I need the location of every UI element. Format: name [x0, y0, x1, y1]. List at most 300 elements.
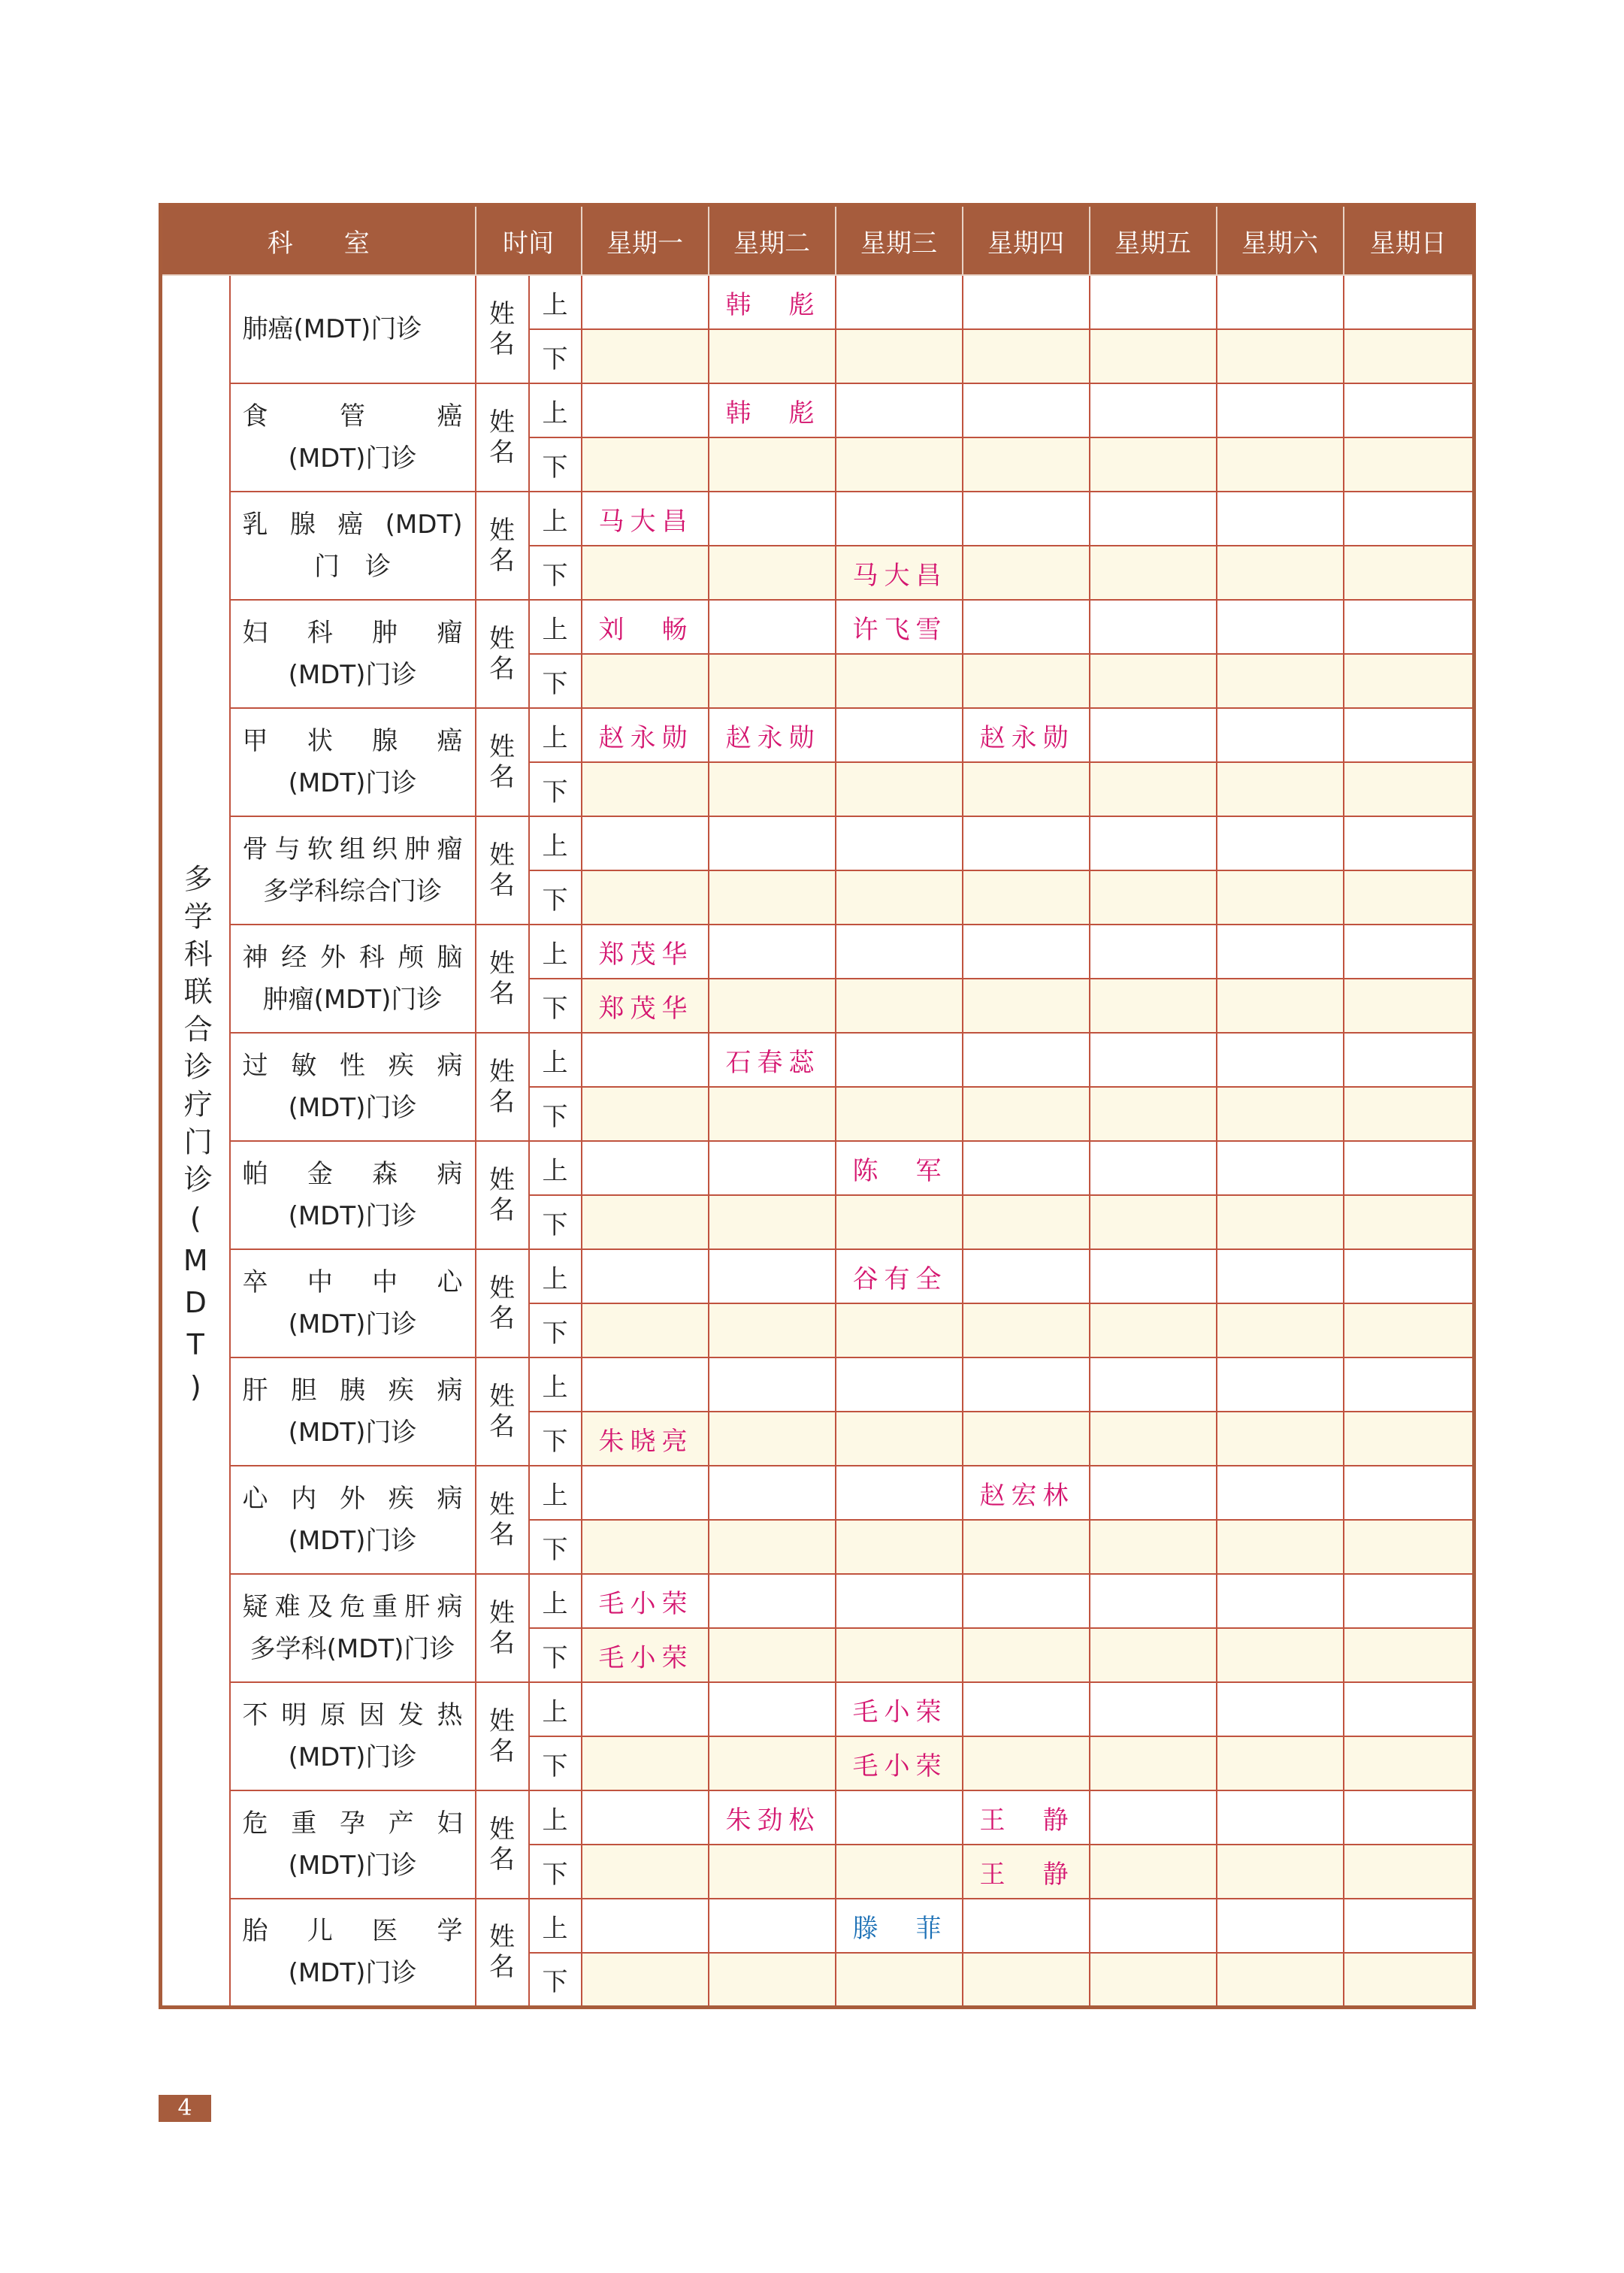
name-label-char: 姓 — [489, 1490, 515, 1520]
doctor-cell — [1217, 816, 1344, 870]
name-label-char: 姓 — [489, 1922, 515, 1953]
doctor-cell — [1090, 1736, 1217, 1790]
doctor-cell — [1344, 1845, 1474, 1899]
doctor-cell — [1090, 1466, 1217, 1520]
name-label-cell — [476, 1574, 529, 1682]
slot-am: 上 — [529, 1357, 582, 1412]
doctor-cell — [836, 1195, 963, 1249]
table-row — [161, 925, 1474, 979]
clinic-name-line1: 神经外科颅脑 — [242, 943, 463, 973]
doctor-cell — [709, 1845, 836, 1899]
doctor-cell — [582, 1466, 709, 1520]
doctor-cell — [1090, 708, 1217, 762]
doctor-cell — [582, 1141, 709, 1195]
doctor-cell — [1090, 600, 1217, 654]
doctor-cell — [709, 816, 836, 870]
doctor-cell — [1090, 1303, 1217, 1357]
doctor-cell: 赵宏林 — [963, 1466, 1090, 1520]
doctor-cell — [963, 979, 1090, 1033]
name-label-char: 姓 — [489, 1814, 515, 1845]
doctor-cell — [1344, 383, 1474, 437]
table-row — [161, 1682, 1474, 1736]
doctor-cell — [963, 654, 1090, 708]
clinic-name-cell — [230, 1033, 476, 1141]
doctor-cell — [1344, 437, 1474, 492]
slot-pm: 下 — [529, 1628, 582, 1682]
doctor-cell — [1217, 275, 1344, 329]
doctor-cell: 刘 畅 — [582, 600, 709, 654]
doctor-cell — [836, 1033, 963, 1087]
doctor-cell — [1090, 1845, 1217, 1899]
slot-am: 上 — [529, 275, 582, 329]
doctor-cell — [1217, 329, 1344, 383]
clinic-name-cell — [230, 492, 476, 600]
doctor-cell — [1090, 1412, 1217, 1466]
header-day: 星期一 — [582, 205, 709, 276]
slot-pm: 下 — [529, 1303, 582, 1357]
clinic-name-cell — [230, 1357, 476, 1466]
doctor-cell — [1344, 654, 1474, 708]
doctor-cell: 毛小荣 — [582, 1574, 709, 1628]
doctor-cell — [1217, 1412, 1344, 1466]
doctor-cell — [709, 979, 836, 1033]
slot-am: 上 — [529, 1249, 582, 1303]
doctor-cell — [1217, 1682, 1344, 1736]
doctor-cell — [709, 329, 836, 383]
clinic-name-line2: (MDT)门诊 — [288, 1418, 417, 1448]
doctor-cell — [1090, 762, 1217, 816]
doctor-cell — [836, 1087, 963, 1141]
doctor-cell — [709, 1628, 836, 1682]
doctor-cell — [1217, 437, 1344, 492]
doctor-cell — [963, 1033, 1090, 1087]
doctor-cell — [1344, 1574, 1474, 1628]
doctor-cell: 韩 彪 — [709, 383, 836, 437]
table-row — [161, 1357, 1474, 1412]
clinic-name-line1: 乳腺癌(MDT) — [242, 510, 463, 540]
doctor-cell: 毛小荣 — [836, 1682, 963, 1736]
doctor-cell — [1344, 1087, 1474, 1141]
doctor-cell — [1090, 979, 1217, 1033]
doctor-cell — [836, 816, 963, 870]
doctor-cell — [709, 1682, 836, 1736]
doctor-cell — [709, 925, 836, 979]
doctor-cell — [836, 492, 963, 546]
doctor-cell — [963, 762, 1090, 816]
table-row — [161, 1033, 1474, 1087]
doctor-cell — [1090, 1953, 1217, 2007]
doctor-cell: 毛小荣 — [582, 1628, 709, 1682]
slot-pm: 下 — [529, 1195, 582, 1249]
name-label-char: 姓 — [489, 1165, 515, 1195]
clinic-name-line2: (MDT)门诊 — [288, 768, 417, 798]
name-label-cell — [476, 1249, 529, 1357]
doctor-cell — [1217, 1249, 1344, 1303]
doctor-cell — [1090, 1899, 1217, 1953]
doctor-cell — [963, 1357, 1090, 1412]
doctor-cell — [582, 1357, 709, 1412]
clinic-name-line2: (MDT)门诊 — [288, 1851, 417, 1881]
clinic-name-cell — [230, 600, 476, 708]
clinic-name-cell — [230, 383, 476, 492]
clinic-name-line1: 不明原因发热 — [242, 1700, 463, 1730]
clinic-name-line1: 骨与软组织肿瘤 — [242, 834, 463, 864]
table-row — [161, 1141, 1474, 1195]
group-label: 多学科联合诊疗门诊(MDT) — [179, 864, 213, 1413]
name-label-char: 姓 — [489, 516, 515, 546]
doctor-cell — [963, 1736, 1090, 1790]
doctor-cell — [963, 1087, 1090, 1141]
doctor-cell — [1217, 1899, 1344, 1953]
name-label-char: 名 — [489, 1520, 515, 1550]
table-row — [161, 600, 1474, 654]
doctor-cell — [1217, 1195, 1344, 1249]
name-label-char: 名 — [489, 1412, 515, 1442]
doctor-cell — [1217, 870, 1344, 925]
slot-pm: 下 — [529, 979, 582, 1033]
doctor-cell — [1217, 492, 1344, 546]
clinic-name-line2: (MDT)门诊 — [288, 1093, 417, 1123]
name-label-cell — [476, 816, 529, 925]
clinic-name-line2: (MDT)门诊 — [288, 1958, 417, 1989]
doctor-cell — [836, 1466, 963, 1520]
doctor-cell — [963, 1412, 1090, 1466]
doctor-cell — [1344, 1736, 1474, 1790]
doctor-cell — [1217, 1141, 1344, 1195]
doctor-cell — [1344, 600, 1474, 654]
doctor-cell — [582, 816, 709, 870]
doctor-cell — [1344, 1520, 1474, 1574]
slot-pm: 下 — [529, 437, 582, 492]
doctor-cell — [963, 1628, 1090, 1682]
doctor-cell — [1217, 383, 1344, 437]
doctor-cell — [1217, 1574, 1344, 1628]
clinic-name-line1: 心内外疾病 — [242, 1484, 463, 1514]
table-row — [161, 1466, 1474, 1520]
name-label-char: 姓 — [489, 1382, 515, 1412]
doctor-cell: 毛小荣 — [836, 1736, 963, 1790]
doctor-cell: 马大昌 — [582, 492, 709, 546]
doctor-cell — [1090, 1033, 1217, 1087]
doctor-cell: 马大昌 — [836, 546, 963, 600]
doctor-cell — [1090, 275, 1217, 329]
doctor-cell: 赵永勋 — [709, 708, 836, 762]
table-row — [161, 1574, 1474, 1628]
doctor-cell — [1217, 1466, 1344, 1520]
header-dept: 科 室 — [161, 205, 476, 276]
doctor-cell — [582, 1682, 709, 1736]
doctor-cell: 许飞雪 — [836, 600, 963, 654]
doctor-cell — [709, 1736, 836, 1790]
clinic-name-cell — [230, 816, 476, 925]
name-label-char: 姓 — [489, 407, 515, 437]
clinic-name-line2: (MDT)门诊 — [288, 1742, 417, 1772]
clinic-name-line1: 甲状腺癌 — [242, 726, 463, 756]
name-label-char: 名 — [489, 329, 515, 359]
name-label-cell — [476, 1466, 529, 1574]
slot-pm: 下 — [529, 762, 582, 816]
doctor-cell — [1090, 1682, 1217, 1736]
name-label-char: 姓 — [489, 299, 515, 329]
clinic-name-line1: 胎儿医学 — [242, 1916, 463, 1947]
name-label-char: 姓 — [489, 1057, 515, 1087]
clinic-name-line1: 卒中中心 — [242, 1267, 463, 1297]
slot-am: 上 — [529, 1682, 582, 1736]
doctor-cell — [836, 1628, 963, 1682]
table-row — [161, 1899, 1474, 1953]
slot-pm: 下 — [529, 546, 582, 600]
name-label-char: 姓 — [489, 840, 515, 870]
doctor-cell — [709, 1412, 836, 1466]
header-day: 星期六 — [1217, 205, 1344, 276]
name-label-cell — [476, 1141, 529, 1249]
doctor-cell — [1344, 1033, 1474, 1087]
clinic-name-line2: (MDT)门诊 — [288, 443, 417, 474]
doctor-cell — [836, 1574, 963, 1628]
doctor-cell: 朱劲松 — [709, 1790, 836, 1845]
doctor-cell — [1217, 708, 1344, 762]
doctor-cell — [963, 1953, 1090, 2007]
doctor-cell — [709, 546, 836, 600]
doctor-cell — [1344, 1628, 1474, 1682]
doctor-cell — [1217, 1790, 1344, 1845]
clinic-name-cell — [230, 1790, 476, 1899]
clinic-name-cell — [230, 1141, 476, 1249]
doctor-cell — [709, 437, 836, 492]
name-label-cell — [476, 383, 529, 492]
doctor-cell — [963, 492, 1090, 546]
table-body — [161, 275, 1474, 2007]
doctor-cell — [582, 870, 709, 925]
doctor-cell — [1090, 870, 1217, 925]
name-label-char: 名 — [489, 546, 515, 576]
header-time: 时间 — [476, 205, 582, 276]
name-label-char: 姓 — [489, 732, 515, 762]
doctor-cell — [582, 1195, 709, 1249]
doctor-cell — [963, 1195, 1090, 1249]
clinic-name-cell — [230, 708, 476, 816]
page-number: 4 — [159, 2095, 211, 2122]
doctor-cell — [582, 383, 709, 437]
doctor-cell: 郑茂华 — [582, 925, 709, 979]
name-label-cell — [476, 1682, 529, 1790]
doctor-cell — [582, 1899, 709, 1953]
doctor-cell — [1344, 1953, 1474, 2007]
doctor-cell: 赵永勋 — [963, 708, 1090, 762]
doctor-cell — [582, 1845, 709, 1899]
doctor-cell — [836, 1357, 963, 1412]
clinic-name-line1: 妇科肿瘤 — [242, 618, 463, 648]
doctor-cell — [1344, 492, 1474, 546]
doctor-cell — [1090, 546, 1217, 600]
doctor-cell — [709, 1899, 836, 1953]
doctor-cell — [836, 762, 963, 816]
doctor-cell — [1344, 1141, 1474, 1195]
doctor-cell — [963, 1141, 1090, 1195]
clinic-name-line2: (MDT)门诊 — [288, 1526, 417, 1556]
clinic-name-line2: (MDT)门诊 — [288, 1201, 417, 1231]
doctor-cell — [836, 437, 963, 492]
doctor-cell — [963, 1574, 1090, 1628]
name-label-char: 姓 — [489, 949, 515, 979]
table-row — [161, 275, 1474, 329]
doctor-cell — [709, 1141, 836, 1195]
doctor-cell — [963, 329, 1090, 383]
doctor-cell — [1090, 1087, 1217, 1141]
name-label-cell — [476, 492, 529, 600]
doctor-cell: 韩 彪 — [709, 275, 836, 329]
name-label-cell — [476, 708, 529, 816]
doctor-cell — [836, 1845, 963, 1899]
doctor-cell — [1344, 1412, 1474, 1466]
doctor-cell — [1217, 1628, 1344, 1682]
clinic-name-line2: (MDT)门诊 — [288, 1309, 417, 1339]
doctor-cell — [836, 870, 963, 925]
name-label-char: 名 — [489, 1736, 515, 1766]
slot-am: 上 — [529, 492, 582, 546]
slot-pm: 下 — [529, 329, 582, 383]
clinic-name-cell — [230, 275, 476, 383]
slot-pm: 下 — [529, 1412, 582, 1466]
clinic-name-line2: 多学科(MDT)门诊 — [249, 1634, 455, 1664]
header-day: 星期二 — [709, 205, 836, 276]
slot-pm: 下 — [529, 1953, 582, 2007]
doctor-cell — [836, 1303, 963, 1357]
table-row — [161, 816, 1474, 870]
doctor-cell: 石春蕊 — [709, 1033, 836, 1087]
doctor-cell — [1344, 546, 1474, 600]
doctor-cell — [836, 329, 963, 383]
doctor-cell — [963, 546, 1090, 600]
doctor-cell — [1344, 816, 1474, 870]
doctor-cell — [1090, 492, 1217, 546]
doctor-cell — [1090, 383, 1217, 437]
slot-am: 上 — [529, 1466, 582, 1520]
doctor-cell — [1344, 1899, 1474, 1953]
name-label-cell — [476, 1033, 529, 1141]
doctor-cell — [836, 979, 963, 1033]
doctor-cell — [1344, 1682, 1474, 1736]
clinic-name-line1: 帕金森病 — [242, 1159, 463, 1189]
name-label-char: 名 — [489, 870, 515, 900]
doctor-cell — [1090, 816, 1217, 870]
doctor-cell — [582, 275, 709, 329]
doctor-cell — [1344, 708, 1474, 762]
name-label-cell — [476, 1790, 529, 1899]
header-day: 星期日 — [1344, 205, 1474, 276]
group-label-cell — [161, 275, 230, 2007]
doctor-cell — [963, 383, 1090, 437]
doctor-cell — [836, 1520, 963, 1574]
doctor-cell — [582, 1087, 709, 1141]
doctor-cell: 谷有全 — [836, 1249, 963, 1303]
doctor-cell: 赵永勋 — [582, 708, 709, 762]
doctor-cell — [836, 708, 963, 762]
doctor-cell — [1090, 1574, 1217, 1628]
doctor-cell — [963, 1249, 1090, 1303]
header-day: 星期三 — [836, 205, 963, 276]
doctor-cell — [1344, 762, 1474, 816]
doctor-cell — [1344, 979, 1474, 1033]
doctor-cell — [1090, 437, 1217, 492]
name-label-cell — [476, 925, 529, 1033]
doctor-cell — [963, 1303, 1090, 1357]
name-label-char: 名 — [489, 762, 515, 792]
doctor-cell: 郑茂华 — [582, 979, 709, 1033]
clinic-name-line1: 食管癌 — [242, 401, 463, 431]
doctor-cell — [582, 762, 709, 816]
doctor-cell — [582, 329, 709, 383]
name-label-char: 名 — [489, 979, 515, 1009]
doctor-cell — [582, 437, 709, 492]
name-label-char: 名 — [489, 1195, 515, 1225]
name-label-char: 姓 — [489, 1706, 515, 1736]
doctor-cell — [1217, 1845, 1344, 1899]
clinic-name-cell — [230, 925, 476, 1033]
doctor-cell — [582, 1790, 709, 1845]
doctor-cell — [1344, 1466, 1474, 1520]
doctor-cell — [709, 1520, 836, 1574]
clinic-name-line2: 多学科综合门诊 — [263, 876, 442, 906]
doctor-cell — [709, 1574, 836, 1628]
doctor-cell — [582, 546, 709, 600]
slot-am: 上 — [529, 1790, 582, 1845]
header-day: 星期四 — [963, 205, 1090, 276]
clinic-name-line1: 肝胆胰疾病 — [242, 1376, 463, 1406]
doctor-cell — [963, 1682, 1090, 1736]
doctor-cell — [709, 654, 836, 708]
doctor-cell — [836, 925, 963, 979]
doctor-cell — [963, 437, 1090, 492]
clinic-name-line1: 疑难及危重肝病 — [242, 1592, 463, 1622]
doctor-cell — [1090, 1249, 1217, 1303]
slot-pm: 下 — [529, 870, 582, 925]
slot-pm: 下 — [529, 1087, 582, 1141]
clinic-name-line1: 过敏性疾病 — [242, 1051, 463, 1081]
doctor-cell — [1344, 329, 1474, 383]
doctor-cell — [709, 1087, 836, 1141]
slot-am: 上 — [529, 1033, 582, 1087]
doctor-cell — [1217, 1033, 1344, 1087]
clinic-name-cell — [230, 1682, 476, 1790]
doctor-cell — [582, 1953, 709, 2007]
doctor-cell — [709, 600, 836, 654]
doctor-cell — [709, 762, 836, 816]
table-row — [161, 1790, 1474, 1845]
doctor-cell — [709, 1466, 836, 1520]
clinic-name-line2: 肿瘤(MDT)门诊 — [262, 985, 443, 1015]
doctor-cell — [1217, 1357, 1344, 1412]
doctor-cell — [836, 1412, 963, 1466]
doctor-cell: 王 静 — [963, 1845, 1090, 1899]
doctor-cell — [1217, 1953, 1344, 2007]
doctor-cell — [1090, 1790, 1217, 1845]
doctor-cell — [1090, 1628, 1217, 1682]
doctor-cell — [582, 1249, 709, 1303]
table-row — [161, 492, 1474, 546]
table-row — [161, 708, 1474, 762]
table-row — [161, 1249, 1474, 1303]
doctor-cell — [709, 870, 836, 925]
doctor-cell — [836, 383, 963, 437]
slot-pm: 下 — [529, 1845, 582, 1899]
doctor-cell — [1344, 1357, 1474, 1412]
doctor-cell — [582, 1736, 709, 1790]
clinic-name-line2: 门 诊 — [314, 552, 391, 582]
doctor-cell — [1090, 1195, 1217, 1249]
clinic-name-cell — [230, 1466, 476, 1574]
doctor-cell — [582, 1520, 709, 1574]
